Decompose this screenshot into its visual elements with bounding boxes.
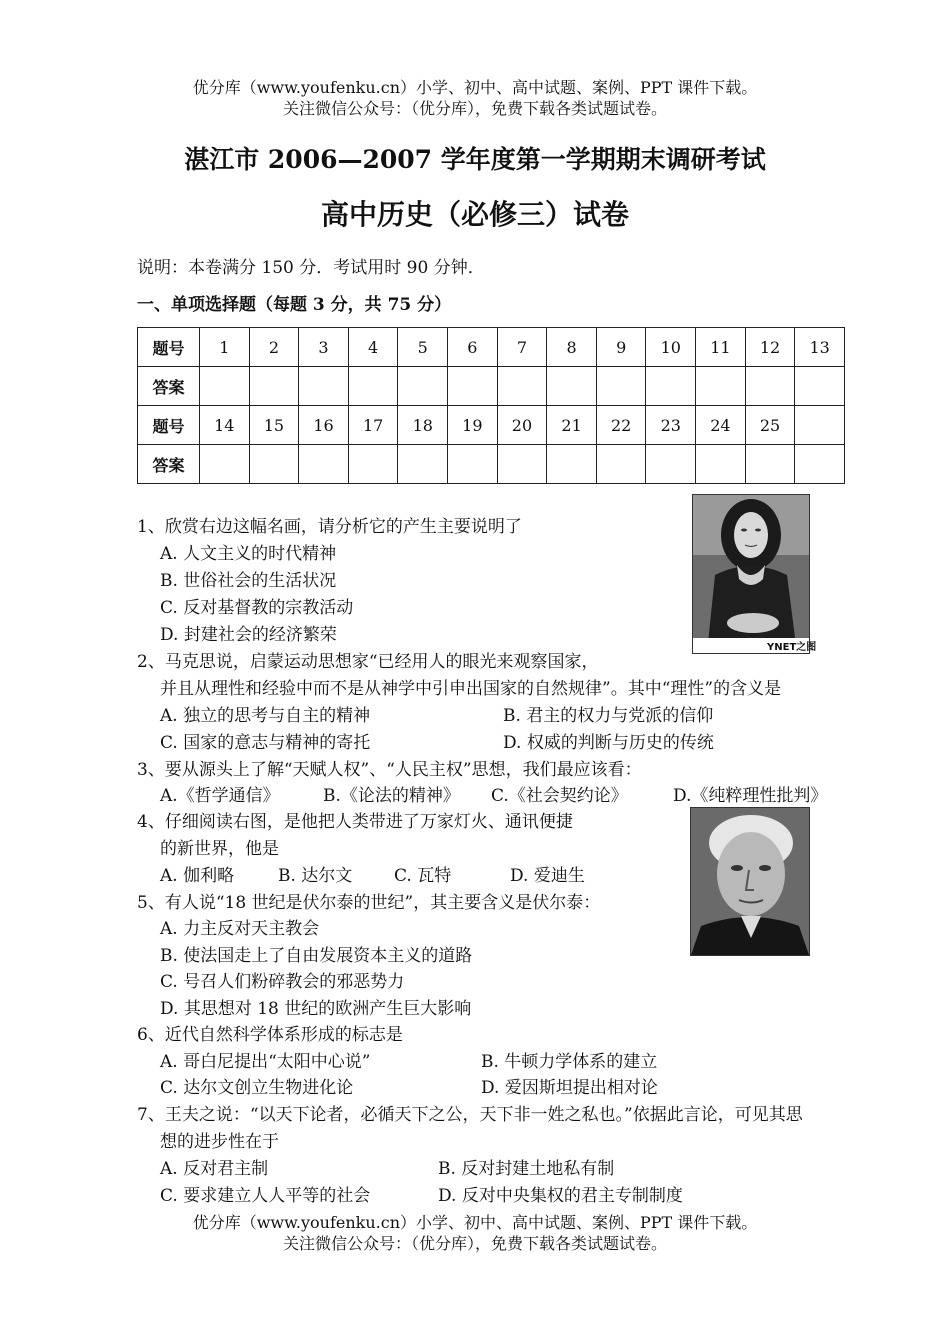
question-number-cell: 20 (497, 406, 547, 445)
exam-subtitle: 高中历史（必修三）试卷 (320, 198, 629, 231)
answer-cell[interactable] (547, 367, 597, 406)
question-number-cell: 10 (646, 328, 696, 367)
question-1-option-d[interactable]: D. 封建社会的经济繁荣 (160, 625, 337, 645)
question-number-cell: 17 (348, 406, 398, 445)
answer-cell[interactable] (200, 367, 250, 406)
question-4-option-b[interactable]: B. 达尔文 (278, 866, 353, 886)
question-number-cell: 14 (200, 406, 250, 445)
question-number-cell: 16 (299, 406, 349, 445)
question-number-cell: 6 (448, 328, 498, 367)
question-7-stem-cont: 想的进步性在于 (160, 1132, 279, 1152)
question-6-option-b[interactable]: B. 牛顿力学体系的建立 (481, 1052, 658, 1072)
question-5-option-b[interactable]: B. 使法国走上了自由发展资本主义的道路 (160, 946, 473, 966)
question-number-cell: 11 (696, 328, 746, 367)
question-2-stem-cont: 并且从理性和经验中而不是从神学中引申出国家的自然规律”。其中“理性”的含义是 (160, 679, 782, 699)
question-2-option-b[interactable]: B. 君主的权力与党派的信仰 (503, 706, 714, 726)
question-2-option-d[interactable]: D. 权威的判断与历史的传统 (503, 733, 714, 753)
answer-cell[interactable] (547, 445, 597, 484)
answer-cell[interactable] (398, 367, 448, 406)
answer-label: 答案 (138, 445, 200, 484)
answer-cell[interactable] (299, 367, 349, 406)
table-row (138, 328, 845, 367)
answer-cell[interactable] (200, 445, 250, 484)
answer-cell[interactable] (497, 367, 547, 406)
question-6-option-d[interactable]: D. 爱因斯坦提出相对论 (481, 1078, 658, 1098)
question-number-cell (795, 406, 845, 445)
question-4-option-c[interactable]: C. 瓦特 (394, 866, 452, 886)
question-5-option-c[interactable]: C. 号召人们粉碎教会的邪恶势力 (160, 972, 405, 992)
question-5-stem: 5、有人说“18 世纪是伏尔泰的世纪”，其主要含义是伏尔泰： (137, 893, 601, 913)
question-2-option-a[interactable]: A. 独立的思考与自主的精神 (160, 706, 371, 726)
answer-cell[interactable] (596, 367, 646, 406)
question-7-option-d[interactable]: D. 反对中央集权的君主专制制度 (438, 1186, 683, 1206)
question-number-cell: 24 (696, 406, 746, 445)
footer-banner-line1: 优分库（www.youfenku.cn）小学、初中、高中试题、案例、PPT 课件下载。 (192, 1213, 758, 1232)
question-7-option-a[interactable]: A. 反对君主制 (160, 1159, 269, 1179)
answer-cell[interactable] (497, 445, 547, 484)
answer-cell[interactable] (249, 367, 299, 406)
table-row (138, 367, 845, 406)
question-6-option-a[interactable]: A. 哥白尼提出“太阳中心说” (160, 1052, 371, 1072)
question-number-cell: 8 (547, 328, 597, 367)
question-7-stem: 7、王夫之说：“以天下论者，必循天下之公，天下非一姓之私也。”依据此言论，可见其思 (137, 1105, 803, 1125)
question-number-cell: 23 (646, 406, 696, 445)
question-7-option-c[interactable]: C. 要求建立人人平等的社会 (160, 1186, 371, 1206)
section-heading: 一、单项选择题（每题 3 分，共 75 分） (137, 295, 452, 315)
question-number-cell: 5 (398, 328, 448, 367)
question-3-option-c[interactable]: C.《社会契约论》 (491, 786, 628, 806)
answer-cell[interactable] (745, 445, 795, 484)
footer-banner-line2: 关注微信公众号：（优分库），免费下载各类试题试卷。 (282, 1234, 667, 1253)
question-1-option-a[interactable]: A. 人文主义的时代精神 (160, 544, 337, 564)
question-2-stem: 2、马克思说，启蒙运动思想家“已经用人的眼光来观察国家， (137, 652, 599, 672)
question-1-option-b[interactable]: B. 世俗社会的生活状况 (160, 571, 337, 591)
question-number-cell: 22 (596, 406, 646, 445)
question-5-option-a[interactable]: A. 力主反对天主教会 (160, 919, 320, 939)
answer-table (137, 327, 845, 484)
answer-cell[interactable] (745, 367, 795, 406)
header-banner-line1: 优分库（www.youfenku.cn）小学、初中、高中试题、案例、PPT 课件下载。 (192, 78, 758, 97)
question-number-cell: 21 (547, 406, 597, 445)
question-number-cell: 3 (299, 328, 349, 367)
header-banner-line2: 关注微信公众号：（优分库），免费下载各类试题试卷。 (282, 99, 667, 118)
question-6-stem: 6、近代自然科学体系形成的标志是 (137, 1025, 403, 1045)
answer-cell[interactable] (795, 367, 845, 406)
question-number-cell: 4 (348, 328, 398, 367)
question-3-stem: 3、要从源头上了解“天赋人权”、“人民主权”思想，我们最应该看： (137, 760, 642, 780)
answer-cell[interactable] (596, 445, 646, 484)
question-number-cell: 9 (596, 328, 646, 367)
question-number-cell: 19 (448, 406, 498, 445)
answer-cell[interactable] (448, 367, 498, 406)
question-1-stem: 1、欣赏右边这幅名画，请分析它的产生主要说明了 (137, 517, 522, 537)
question-number-label: 题号 (138, 406, 200, 445)
answer-cell[interactable] (795, 445, 845, 484)
exam-note: 说明：本卷满分 150 分．考试用时 90 分钟． (137, 258, 485, 278)
mona-lisa-painting (692, 494, 817, 654)
question-number-cell: 12 (745, 328, 795, 367)
answer-cell[interactable] (646, 445, 696, 484)
answer-cell[interactable] (646, 367, 696, 406)
table-row (138, 406, 845, 445)
question-4-option-d[interactable]: D. 爱迪生 (510, 866, 585, 886)
question-number-cell: 15 (249, 406, 299, 445)
question-7-option-b[interactable]: B. 反对封建土地私有制 (438, 1159, 615, 1179)
answer-label: 答案 (138, 367, 200, 406)
question-6-option-c[interactable]: C. 达尔文创立生物进化论 (160, 1078, 354, 1098)
answer-cell[interactable] (249, 445, 299, 484)
question-1-option-c[interactable]: C. 反对基督教的宗教活动 (160, 598, 354, 618)
question-4-stem: 4、仔细阅读右图，是他把人类带进了万家灯火、通讯便捷 (137, 812, 573, 832)
question-number-cell: 25 (745, 406, 795, 445)
question-number-cell: 13 (795, 328, 845, 367)
answer-cell[interactable] (348, 367, 398, 406)
question-number-cell: 1 (200, 328, 250, 367)
question-3-option-a[interactable]: A.《哲学通信》 (160, 786, 280, 806)
question-number-cell: 7 (497, 328, 547, 367)
question-2-option-c[interactable]: C. 国家的意志与精神的寄托 (160, 733, 371, 753)
answer-cell[interactable] (696, 367, 746, 406)
table-row (138, 445, 845, 484)
answer-cell[interactable] (348, 445, 398, 484)
edison-portrait (690, 807, 810, 956)
answer-cell[interactable] (299, 445, 349, 484)
question-5-option-d[interactable]: D. 其思想对 18 世纪的欧洲产生巨大影响 (160, 999, 472, 1019)
exam-title: 湛江市 2006—2007 学年度第一学期期末调研考试 (184, 145, 766, 174)
edison-illustration (691, 808, 809, 955)
mona-lisa-illustration (693, 495, 817, 653)
answer-cell[interactable] (696, 445, 746, 484)
question-4-option-a[interactable]: A. 伽利略 (160, 866, 235, 886)
answer-cell[interactable] (448, 445, 498, 484)
question-number-cell: 2 (249, 328, 299, 367)
question-4-stem-cont: 的新世界，他是 (160, 839, 279, 859)
answer-cell[interactable] (398, 445, 448, 484)
question-3-option-b[interactable]: B.《论法的精神》 (323, 786, 460, 806)
question-number-label: 题号 (138, 328, 200, 367)
picture-caption: YNET之图 (767, 642, 817, 653)
question-number-cell: 18 (398, 406, 448, 445)
question-3-option-d[interactable]: D.《纯粹理性批判》 (673, 786, 828, 806)
